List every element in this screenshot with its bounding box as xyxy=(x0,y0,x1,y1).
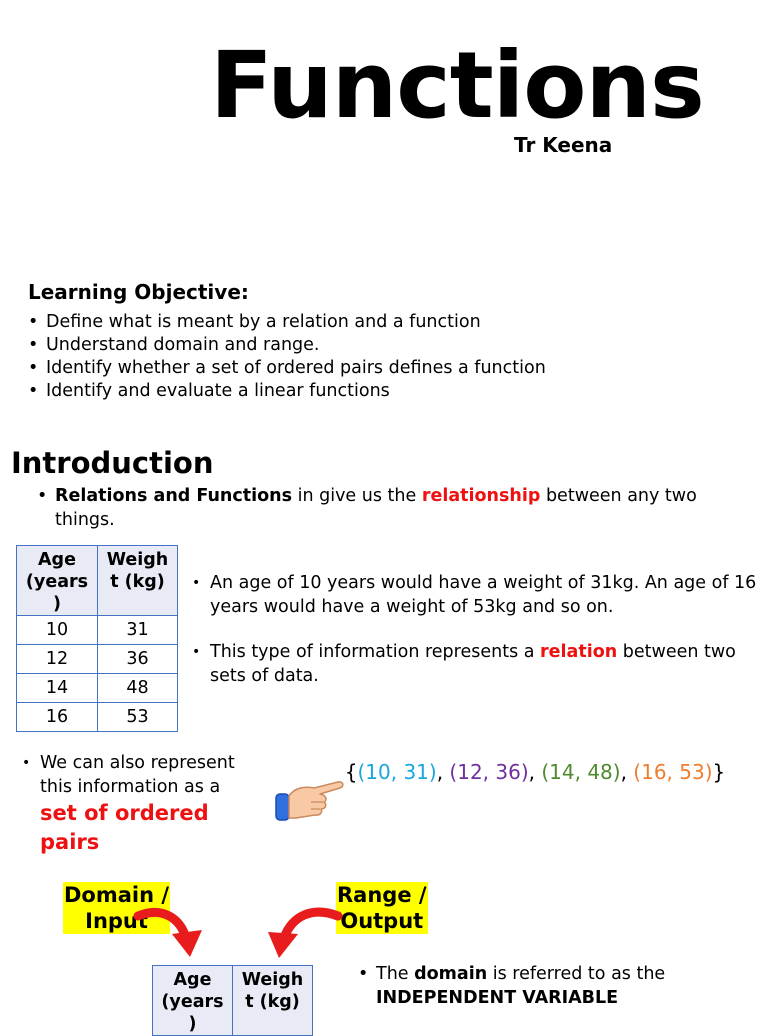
range-label-line1: Range / xyxy=(337,883,427,907)
pair-1: (10, 31) xyxy=(357,760,437,784)
table-row xyxy=(17,616,178,645)
list-item: • Understand domain and range. xyxy=(28,334,548,357)
note-bold-domain: domain xyxy=(414,964,488,984)
point-text-start: This type of information represents a xyxy=(210,642,541,662)
point-relation xyxy=(192,641,762,688)
page-title: Functions xyxy=(210,32,704,139)
intro-text: in give us the xyxy=(292,486,422,506)
point-text xyxy=(192,641,762,688)
intro-highlight: relationship xyxy=(421,486,541,506)
table-cell: 12 xyxy=(17,645,98,674)
section-heading-introduction: Introduction xyxy=(11,446,214,480)
intro-bold: Relations and Functions xyxy=(55,486,293,506)
point-ordered-pairs xyxy=(22,752,272,856)
note-bold-variable: INDEPENDENT VARIABLE xyxy=(376,987,619,1008)
note-text-mid: is referred to as the xyxy=(487,964,666,984)
intro-bullet xyxy=(37,485,747,532)
objectives-list xyxy=(28,311,548,403)
column-header-age: Age (years ) xyxy=(153,966,233,1036)
table-row xyxy=(17,645,178,674)
brace-close: } xyxy=(712,760,726,784)
domain-label-line1: Domain / xyxy=(64,883,170,907)
table-cell: 48 xyxy=(98,674,178,703)
range-label-line2: Output xyxy=(340,909,424,933)
pair-2: (12, 36) xyxy=(449,760,529,784)
pointing-hand-icon xyxy=(274,772,346,830)
column-header-weight: Weigh t (kg) xyxy=(233,966,313,1036)
objectives-heading: Learning Objective: xyxy=(28,280,249,304)
domain-note-text xyxy=(358,963,758,1010)
age-weight-table xyxy=(16,545,178,732)
domain-label-line2: Input xyxy=(85,909,148,933)
age-weight-table-2 xyxy=(152,965,313,1036)
column-header-weight: Weigh t (kg) xyxy=(98,546,178,616)
point-age-weight xyxy=(192,572,762,619)
point-text-end: between two sets of data. xyxy=(210,642,736,686)
range-label xyxy=(336,882,428,934)
point-text: • An age of 10 years would have a weight of 31kg. An age of 16 years would have a weight of 53kg and so on. xyxy=(192,572,762,619)
point-text xyxy=(22,752,272,856)
ordered-pairs-set xyxy=(340,759,730,786)
table-header-row xyxy=(153,966,313,1036)
domain-note xyxy=(358,963,758,1010)
pair-separator: , xyxy=(620,760,634,784)
relation-highlight: relation xyxy=(540,642,618,662)
intro-list xyxy=(37,485,747,532)
table-row xyxy=(17,703,178,732)
ordered-pairs-highlight: set of ordered pairs xyxy=(40,801,209,854)
table-cell: 14 xyxy=(17,674,98,703)
table-cell: 10 xyxy=(17,616,98,645)
brace-open: { xyxy=(344,760,358,784)
pair-separator: , xyxy=(436,760,450,784)
list-item: • Define what is meant by a relation and a function xyxy=(28,311,548,334)
list-item: • Identify and evaluate a linear functions xyxy=(28,380,548,403)
pair-4: (16, 53) xyxy=(633,760,713,784)
pair-3: (14, 48) xyxy=(541,760,621,784)
column-header-age: Age (years ) xyxy=(17,546,98,616)
table-cell: 31 xyxy=(98,616,178,645)
point-text-start: We can also represent this information as a xyxy=(40,753,235,797)
pair-separator: , xyxy=(528,760,542,784)
table-row xyxy=(17,674,178,703)
table-cell: 16 xyxy=(17,703,98,732)
intro-text-end: between any two things. xyxy=(55,486,697,530)
table-cell: 53 xyxy=(98,703,178,732)
domain-label xyxy=(63,882,170,934)
table-header-row xyxy=(17,546,178,616)
table-cell: 36 xyxy=(98,645,178,674)
note-text: The xyxy=(376,964,415,984)
list-item: • Identify whether a set of ordered pairs defines a function xyxy=(28,357,548,380)
author-name: Tr Keena xyxy=(514,133,613,157)
